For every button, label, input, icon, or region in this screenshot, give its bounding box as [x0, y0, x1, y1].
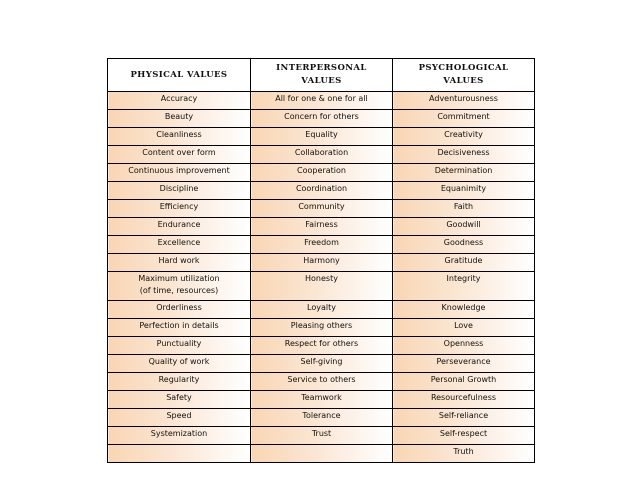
interpersonal-value-cell: Service to others — [251, 373, 393, 391]
interpersonal-value-cell: Pleasing others — [251, 319, 393, 337]
physical-value-cell — [108, 272, 251, 301]
psychological-value-cell: Personal Growth — [393, 373, 535, 391]
physical-value-cell-empty — [108, 445, 251, 463]
table-row — [108, 182, 535, 200]
interpersonal-value-cell: Self-giving — [251, 355, 393, 373]
values-table — [107, 58, 535, 463]
interpersonal-value-cell: Respect for others — [251, 337, 393, 355]
interpersonal-value-cell: Concern for others — [251, 110, 393, 128]
table-row — [108, 236, 535, 254]
physical-value-cell: Regularity — [108, 373, 251, 391]
psychological-value-cell: Integrity — [393, 272, 535, 301]
interpersonal-value-cell: Coordination — [251, 182, 393, 200]
psychological-value-cell: Adventurousness — [393, 92, 535, 110]
interpersonal-value-cell: Fairness — [251, 218, 393, 236]
interpersonal-value-cell: Equality — [251, 128, 393, 146]
psychological-value-cell: Faith — [393, 200, 535, 218]
physical-value-cell: Accuracy — [108, 92, 251, 110]
table-row — [108, 92, 535, 110]
physical-value-cell: Excellence — [108, 236, 251, 254]
table-row — [108, 445, 535, 463]
table-row — [108, 301, 535, 319]
psychological-value-cell: Love — [393, 319, 535, 337]
header-row — [108, 59, 535, 92]
table-row — [108, 272, 535, 301]
table-row — [108, 110, 535, 128]
interpersonal-value-cell: All for one & one for all — [251, 92, 393, 110]
interpersonal-value-cell: Community — [251, 200, 393, 218]
psychological-value-cell: Determination — [393, 164, 535, 182]
physical-value-cell: Cleanliness — [108, 128, 251, 146]
table-row — [108, 409, 535, 427]
physical-value-cell: Beauty — [108, 110, 251, 128]
table-row — [108, 427, 535, 445]
interpersonal-value-cell: Collaboration — [251, 146, 393, 164]
table-row — [108, 355, 535, 373]
physical-value-line2: (of time, resources) — [139, 286, 219, 295]
psychological-value-cell: Resourcefulness — [393, 391, 535, 409]
psychological-value-cell: Openness — [393, 337, 535, 355]
psychological-value-cell: Goodness — [393, 236, 535, 254]
table-row — [108, 164, 535, 182]
physical-value-cell: Discipline — [108, 182, 251, 200]
psychological-value-cell: Commitment — [393, 110, 535, 128]
physical-value-cell: Speed — [108, 409, 251, 427]
psychological-value-cell: Decisiveness — [393, 146, 535, 164]
interpersonal-value-cell: Tolerance — [251, 409, 393, 427]
table-row — [108, 254, 535, 272]
psychological-value-cell: Equanimity — [393, 182, 535, 200]
psychological-value-cell: Self-respect — [393, 427, 535, 445]
table-row — [108, 218, 535, 236]
physical-value-cell: Safety — [108, 391, 251, 409]
physical-value-cell: Hard work — [108, 254, 251, 272]
physical-value-cell: Quality of work — [108, 355, 251, 373]
psychological-value-cell: Truth — [393, 445, 535, 463]
interpersonal-value-cell: Teamwork — [251, 391, 393, 409]
physical-value-cell: Perfection in details — [108, 319, 251, 337]
header-interpersonal-line2: VALUES — [301, 76, 342, 86]
psychological-value-cell: Creativity — [393, 128, 535, 146]
physical-value-cell: Content over form — [108, 146, 251, 164]
table-row — [108, 373, 535, 391]
header-physical-label: PHYSICAL VALUES — [130, 69, 228, 80]
physical-value-cell: Endurance — [108, 218, 251, 236]
interpersonal-value-cell: Freedom — [251, 236, 393, 254]
physical-value-cell: Systemization — [108, 427, 251, 445]
table-row — [108, 128, 535, 146]
table-row — [108, 146, 535, 164]
physical-value-cell: Efficiency — [108, 200, 251, 218]
table-row — [108, 319, 535, 337]
table-row — [108, 200, 535, 218]
interpersonal-value-cell: Honesty — [251, 272, 393, 301]
interpersonal-value-cell: Harmony — [251, 254, 393, 272]
interpersonal-value-cell: Loyalty — [251, 301, 393, 319]
psychological-value-cell: Self-reliance — [393, 409, 535, 427]
physical-value-cell: Continuous improvement — [108, 164, 251, 182]
header-psychological-line1: PSYCHOLOGICAL — [418, 63, 509, 73]
psychological-value-cell: Knowledge — [393, 301, 535, 319]
psychological-value-cell: Gratitude — [393, 254, 535, 272]
header-interpersonal-line1: INTERPERSONAL — [276, 63, 367, 73]
table-row — [108, 337, 535, 355]
physical-value-cell: Orderliness — [108, 301, 251, 319]
header-psychological-values — [393, 59, 535, 92]
physical-value-cell: Punctuality — [108, 337, 251, 355]
header-psychological-line2: VALUES — [443, 76, 484, 86]
physical-value-line1: Maximum utilization — [138, 274, 220, 283]
psychological-value-cell: Perseverance — [393, 355, 535, 373]
interpersonal-value-cell: Cooperation — [251, 164, 393, 182]
psychological-value-cell: Goodwill — [393, 218, 535, 236]
table-row — [108, 391, 535, 409]
interpersonal-value-cell: Trust — [251, 427, 393, 445]
header-interpersonal-values — [251, 59, 393, 92]
interpersonal-value-cell-empty — [251, 445, 393, 463]
header-physical-values — [108, 59, 251, 92]
